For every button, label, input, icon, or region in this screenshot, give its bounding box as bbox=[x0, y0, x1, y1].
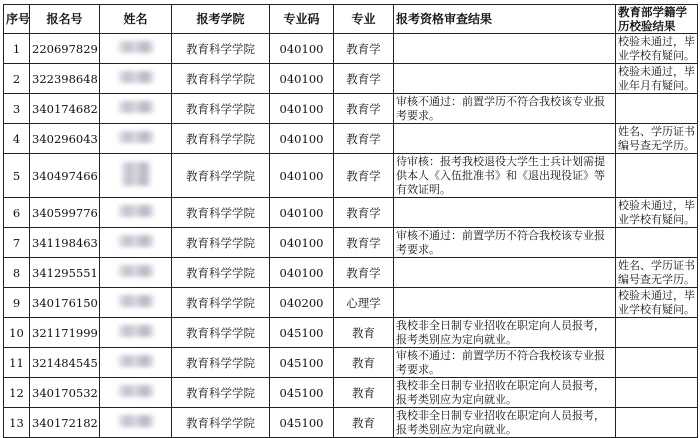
cell-reg-no: 340172182 bbox=[30, 408, 100, 438]
cell-major-code: 040100 bbox=[270, 94, 334, 124]
cell-review-result bbox=[394, 124, 616, 154]
header-row bbox=[4, 5, 698, 34]
header-major: 专业 bbox=[334, 5, 394, 34]
redacted-name bbox=[118, 325, 154, 337]
cell-seq: 11 bbox=[4, 348, 30, 378]
cell-seq: 7 bbox=[4, 228, 30, 258]
cell-major: 教育学 bbox=[334, 198, 394, 228]
cell-seq: 13 bbox=[4, 408, 30, 438]
cell-college: 教育科学学院 bbox=[172, 348, 270, 378]
cell-verify-result bbox=[616, 318, 698, 348]
cell-name bbox=[100, 124, 172, 154]
table-row bbox=[4, 34, 698, 64]
table-row bbox=[4, 94, 698, 124]
cell-college: 教育科学学院 bbox=[172, 318, 270, 348]
cell-verify-result bbox=[616, 348, 698, 378]
cell-review-result: 待审核：报考我校退役大学生士兵计划需提供本人《入伍批准书》和《退出现役证》等有效证明。 bbox=[394, 154, 616, 198]
cell-review-result: 审核不通过：前置学历不符合我校该专业报考要求。 bbox=[394, 228, 616, 258]
cell-seq: 12 bbox=[4, 378, 30, 408]
cell-seq: 2 bbox=[4, 64, 30, 94]
redacted-name bbox=[118, 131, 154, 143]
cell-review-result bbox=[394, 198, 616, 228]
table-row bbox=[4, 154, 698, 198]
cell-major-code: 040100 bbox=[270, 124, 334, 154]
cell-reg-no: 220697829 bbox=[30, 34, 100, 64]
redacted-name bbox=[118, 385, 154, 397]
cell-reg-no: 321171999 bbox=[30, 318, 100, 348]
cell-reg-no: 340170532 bbox=[30, 378, 100, 408]
header-college: 报考学院 bbox=[172, 5, 270, 34]
cell-major: 教育学 bbox=[334, 124, 394, 154]
cell-major-code: 040100 bbox=[270, 228, 334, 258]
table-row bbox=[4, 318, 698, 348]
cell-major: 教育 bbox=[334, 408, 394, 438]
cell-college: 教育科学学院 bbox=[172, 94, 270, 124]
header-seq: 序号 bbox=[4, 5, 30, 34]
cell-name bbox=[100, 288, 172, 318]
cell-verify-result bbox=[616, 408, 698, 438]
cell-verify-result bbox=[616, 228, 698, 258]
cell-major-code: 040100 bbox=[270, 34, 334, 64]
redacted-name bbox=[118, 101, 154, 113]
cell-review-result: 我校非全日制专业招收在职定向人员报考，报考类别应为定向就业。 bbox=[394, 318, 616, 348]
cell-college: 教育科学学院 bbox=[172, 378, 270, 408]
cell-major-code: 045100 bbox=[270, 378, 334, 408]
cell-review-result bbox=[394, 258, 616, 288]
cell-reg-no: 340599776 bbox=[30, 198, 100, 228]
cell-major: 教育学 bbox=[334, 154, 394, 198]
cell-major-code: 045100 bbox=[270, 318, 334, 348]
cell-review-result bbox=[394, 64, 616, 94]
redacted-name bbox=[118, 355, 154, 367]
cell-major: 心理学 bbox=[334, 288, 394, 318]
cell-reg-no: 341295551 bbox=[30, 258, 100, 288]
table-row bbox=[4, 288, 698, 318]
cell-major-code: 040100 bbox=[270, 64, 334, 94]
header-reg-no: 报名号 bbox=[30, 5, 100, 34]
cell-review-result bbox=[394, 34, 616, 64]
cell-verify-result: 校验未通过，毕业学校有疑问。 bbox=[616, 34, 698, 64]
cell-reg-no: 341198463 bbox=[30, 228, 100, 258]
cell-reg-no: 340176150 bbox=[30, 288, 100, 318]
cell-college: 教育科学学院 bbox=[172, 228, 270, 258]
cell-seq: 9 bbox=[4, 288, 30, 318]
cell-college: 教育科学学院 bbox=[172, 64, 270, 94]
cell-seq: 6 bbox=[4, 198, 30, 228]
cell-seq: 4 bbox=[4, 124, 30, 154]
table-row bbox=[4, 408, 698, 438]
cell-verify-result: 校验未通过，毕业年月有疑问。 bbox=[616, 64, 698, 94]
table-body bbox=[4, 34, 698, 438]
cell-major: 教育 bbox=[334, 378, 394, 408]
cell-seq: 5 bbox=[4, 154, 30, 198]
cell-reg-no: 321484545 bbox=[30, 348, 100, 378]
cell-seq: 1 bbox=[4, 34, 30, 64]
cell-college: 教育科学学院 bbox=[172, 154, 270, 198]
redacted-name bbox=[121, 162, 151, 186]
cell-major-code: 040100 bbox=[270, 154, 334, 198]
cell-college: 教育科学学院 bbox=[172, 198, 270, 228]
cell-name bbox=[100, 34, 172, 64]
redacted-name bbox=[118, 205, 154, 217]
cell-reg-no: 340497466 bbox=[30, 154, 100, 198]
cell-reg-no: 322398648 bbox=[30, 64, 100, 94]
table-row bbox=[4, 348, 698, 378]
cell-review-result bbox=[394, 288, 616, 318]
cell-seq: 3 bbox=[4, 94, 30, 124]
cell-verify-result bbox=[616, 378, 698, 408]
cell-major-code: 045100 bbox=[270, 408, 334, 438]
cell-major-code: 040100 bbox=[270, 258, 334, 288]
cell-review-result: 审核不通过：前置学历不符合我校该专业报考要求。 bbox=[394, 94, 616, 124]
cell-name bbox=[100, 94, 172, 124]
cell-review-result: 审核不通过：前置学历不符合我校该专业报考要求。 bbox=[394, 348, 616, 378]
cell-major: 教育 bbox=[334, 348, 394, 378]
cell-seq: 10 bbox=[4, 318, 30, 348]
cell-name bbox=[100, 378, 172, 408]
cell-major: 教育学 bbox=[334, 34, 394, 64]
redacted-name bbox=[118, 265, 154, 277]
header-name: 姓名 bbox=[100, 5, 172, 34]
cell-verify-result: 校验未通过，毕业学校有疑问。 bbox=[616, 288, 698, 318]
cell-review-result: 我校非全日制专业招收在职定向人员报考，报考类别应为定向就业。 bbox=[394, 408, 616, 438]
redacted-name bbox=[118, 71, 154, 83]
table-row bbox=[4, 198, 698, 228]
cell-college: 教育科学学院 bbox=[172, 34, 270, 64]
cell-major: 教育学 bbox=[334, 94, 394, 124]
cell-name bbox=[100, 318, 172, 348]
cell-reg-no: 340296043 bbox=[30, 124, 100, 154]
cell-major: 教育学 bbox=[334, 228, 394, 258]
cell-name bbox=[100, 408, 172, 438]
table-row bbox=[4, 124, 698, 154]
cell-major: 教育 bbox=[334, 318, 394, 348]
redacted-name bbox=[118, 415, 154, 427]
cell-college: 教育科学学院 bbox=[172, 408, 270, 438]
cell-college: 教育科学学院 bbox=[172, 258, 270, 288]
header-major-code: 专业码 bbox=[270, 5, 334, 34]
cell-major: 教育学 bbox=[334, 258, 394, 288]
header-verify-result: 教育部学籍学历校验结果 bbox=[616, 5, 698, 34]
cell-review-result: 我校非全日制专业招收在职定向人员报考，报考类别应为定向就业。 bbox=[394, 378, 616, 408]
header-review-result: 报考资格审查结果 bbox=[394, 5, 616, 34]
cell-college: 教育科学学院 bbox=[172, 124, 270, 154]
cell-seq: 8 bbox=[4, 258, 30, 288]
cell-reg-no: 340174682 bbox=[30, 94, 100, 124]
table-row bbox=[4, 228, 698, 258]
table-row bbox=[4, 64, 698, 94]
cell-verify-result: 姓名、学历证书编号查无学历。 bbox=[616, 124, 698, 154]
cell-name bbox=[100, 258, 172, 288]
redacted-name bbox=[118, 235, 154, 247]
cell-name bbox=[100, 64, 172, 94]
cell-verify-result bbox=[616, 94, 698, 124]
table-row bbox=[4, 378, 698, 408]
redacted-name bbox=[118, 295, 154, 307]
redacted-name bbox=[118, 41, 154, 53]
cell-name bbox=[100, 154, 172, 198]
cell-verify-result: 姓名、学历证书编号查无学历。 bbox=[616, 258, 698, 288]
cell-major: 教育学 bbox=[334, 64, 394, 94]
cell-major-code: 040200 bbox=[270, 288, 334, 318]
cell-name bbox=[100, 198, 172, 228]
review-results-table bbox=[3, 4, 698, 438]
table-row bbox=[4, 258, 698, 288]
cell-name bbox=[100, 348, 172, 378]
cell-name bbox=[100, 228, 172, 258]
cell-college: 教育科学学院 bbox=[172, 288, 270, 318]
cell-major-code: 040100 bbox=[270, 198, 334, 228]
cell-verify-result: 校验未通过，毕业学校有疑问。 bbox=[616, 198, 698, 228]
cell-major-code: 045100 bbox=[270, 348, 334, 378]
cell-verify-result bbox=[616, 154, 698, 198]
